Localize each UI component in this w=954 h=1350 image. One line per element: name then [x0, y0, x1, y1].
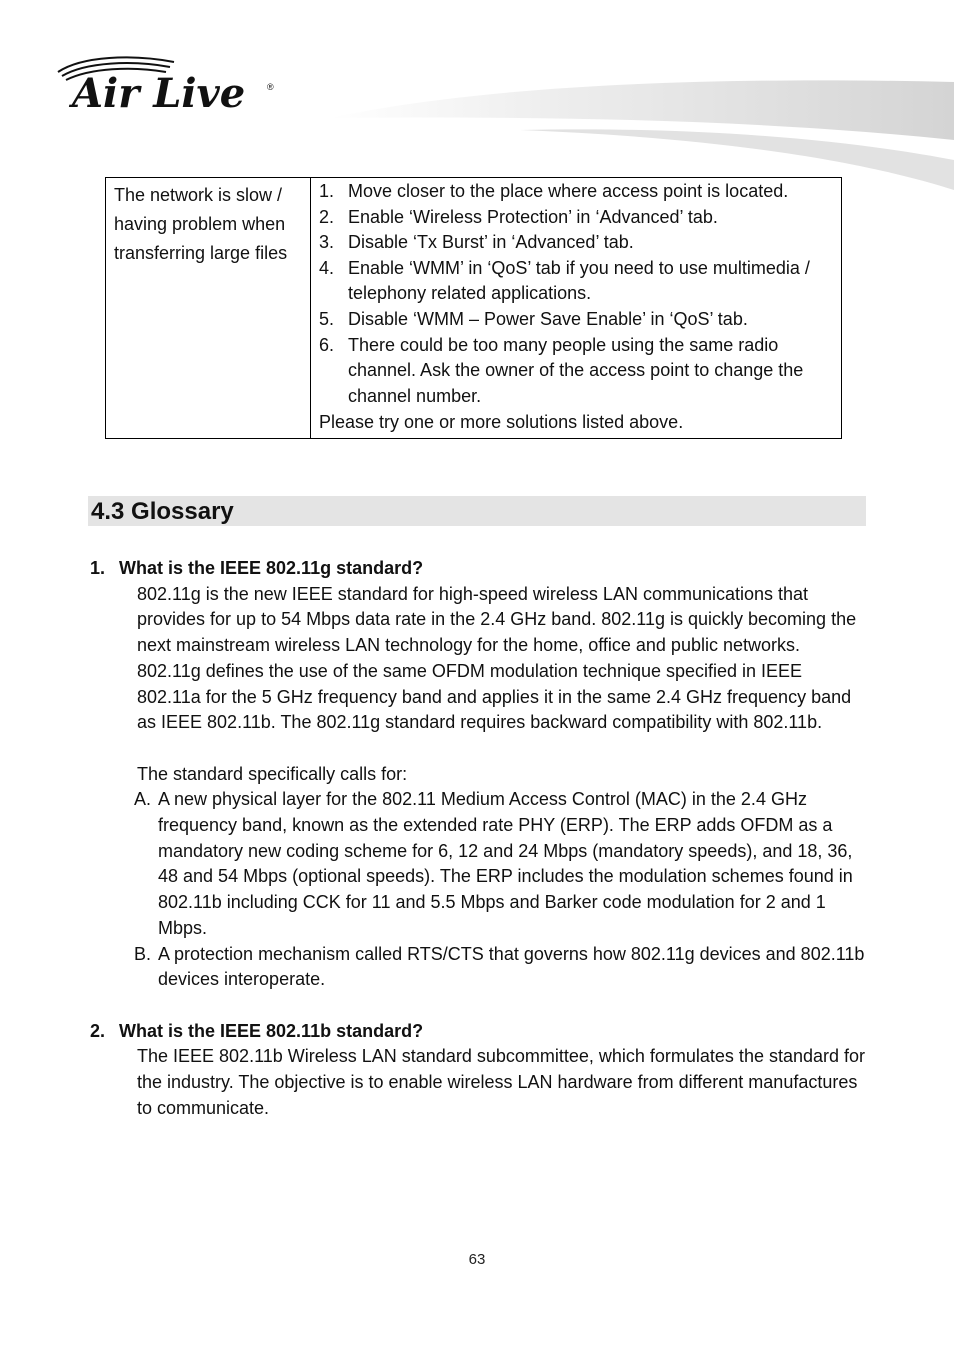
solution-item — [319, 333, 835, 410]
registered-mark: ® — [267, 82, 274, 92]
airlive-logo — [52, 52, 282, 124]
answer-paragraph: 802.11g defines the use of the same OFDM modulation technique specified in IEEE 802.11a for the 5 GHz frequency band and applies it in the same 2.4 GHz frequency band as IEEE 802.11b. The 802.11g standard requires backward compatibility with 802.11b. — [137, 660, 852, 733]
solution-text: Enable ‘Wireless Protection’ in ‘Advanced’ tab. — [348, 206, 718, 227]
solution-item — [319, 179, 835, 205]
page-number: 63 — [468, 1251, 486, 1268]
solutions-cell — [311, 178, 842, 439]
solution-item — [319, 307, 835, 333]
solution-text: Move closer to the place where access point is located. — [348, 181, 789, 201]
list-label: B. — [134, 943, 152, 964]
answer-paragraph: 802.11g is the new IEEE standard for high-speed wireless LAN communications that provides for up to 54 Mbps data rate in the 2.4 GHz band. 802.11g is quickly becoming the next mainstream wireless LAN technology for the home, office and public networks. — [137, 583, 857, 656]
solution-number: 4. — [319, 257, 335, 278]
glossary-question — [90, 1019, 870, 1045]
solution-text: Disable ‘WMM – Power Save Enable’ in ‘QoS’ tab. — [348, 308, 748, 329]
list-item-text: A protection mechanism called RTS/CTS that governs how 802.11g devices and 802.11b devices interoperate. — [158, 943, 865, 990]
troubleshooting-table — [105, 177, 842, 439]
answer-intro: The standard specifically calls for: — [137, 763, 408, 784]
glossary-content — [90, 556, 870, 1121]
glossary-question — [90, 556, 870, 582]
list-item-text: A new physical layer for the 802.11 Medium Access Control (MAC) in the 2.4 GHz frequency band, known as the extended rate PHY (ERP). The ERP adds OFDM as a mandatory new coding scheme for 6, 12 and 24 Mbps (mandatory speeds), and 18, 36, 48 and 54 Mbps (optional speeds). The ERP includes the modulation schemes found in 802.11b including CCK for 11 and 5.5 Mbps and Barker code modulation for 2 and 1 Mbps. — [158, 789, 853, 938]
section-heading-bar — [88, 496, 866, 526]
solution-text: There could be too many people using the same radio channel. Ask the owner of the access point to change the channel number. — [348, 334, 804, 406]
solution-item — [319, 230, 835, 256]
logo-wordmark: Air Live — [72, 70, 246, 117]
solution-text: Enable ‘WMM’ in ‘QoS’ tab if you need to use multimedia / telephony related applications. — [348, 257, 810, 304]
section-title: 4.3 Glossary — [91, 498, 234, 525]
list-label: A. — [134, 789, 152, 810]
problem-cell: The network is slow / having problem when transferring large files — [106, 178, 311, 439]
solution-number: 2. — [319, 206, 335, 227]
page-header — [0, 0, 954, 200]
question-number: 2. — [90, 1020, 106, 1041]
list-item — [134, 942, 870, 993]
solution-number: 1. — [319, 181, 335, 201]
table-row — [106, 178, 842, 439]
list-item — [134, 787, 870, 941]
solution-item — [319, 256, 835, 307]
answer-paragraph: The IEEE 802.11b Wireless LAN standard subcommittee, which formulates the standard for the industry. The objective is to enable wireless LAN hardware from different manufactures to communicate. — [137, 1046, 866, 1118]
solution-text: Disable ‘Tx Burst’ in ‘Advanced’ tab. — [348, 232, 634, 253]
question-text: What is the IEEE 802.11g standard? — [119, 558, 424, 578]
solution-number: 5. — [319, 308, 335, 329]
solution-item — [319, 205, 835, 231]
question-text: What is the IEEE 802.11b standard? — [119, 1020, 424, 1041]
solution-number: 3. — [319, 232, 335, 253]
solution-number: 6. — [319, 334, 335, 355]
solutions-footer: Please try one or more solutions listed above. — [319, 412, 684, 433]
question-number: 1. — [90, 558, 106, 578]
